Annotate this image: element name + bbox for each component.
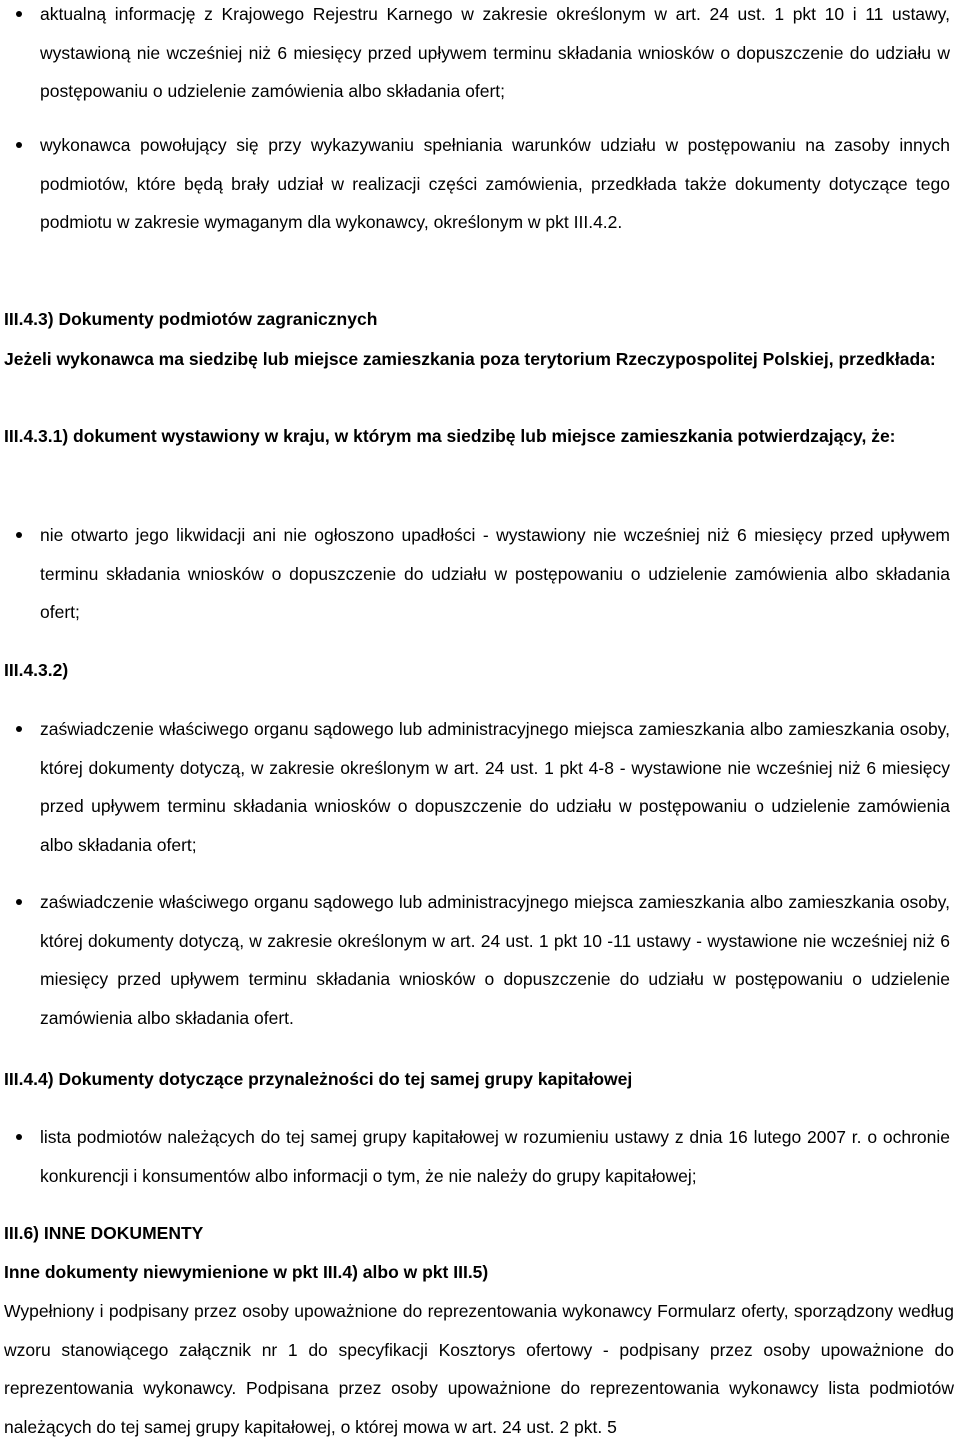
bullet-list-grupa (10, 1118, 950, 1195)
list-item (10, 1118, 950, 1195)
list-item-text: zaświadczenie właściwego organu sądowego lub administracyjnego miejsca zamieszkania albo zamieszkania osoby, której dokumenty dotyczą, w zakresie określonym w art. 24 ust. 1 pkt 10 -11 ustawy - wystawione nie wcześniej niż 6 miesięcy przed upływem terminu składania wniosków o dopuszczenie do udziału w postępowaniu o udzielenie zamówienia albo składania ofert. (40, 892, 950, 1028)
paragraph-inne-dokumenty: Wypełniony i podpisany przez osoby upoważnione do reprezentowania wykonawcy Formularz oferty, sporządzony według wzoru stanowiącego załącznik nr 1 do specyfikacji Kosztorys ofertowy - podpisany przez osoby upoważnione do reprezentowania wykonawcy. Podpisana przez osoby upoważnione do reprezentowania wykonawcy lista podmiotów należących do tej samej grupy kapitałowej, o której mowa w art. 24 ust. 2 pkt. 5 (4, 1301, 954, 1437)
bullet-icon (16, 11, 22, 17)
section-heading: III.4.3) Dokumenty podmiotów zagranicznych (4, 309, 378, 329)
list-item-text: lista podmiotów należących do tej samej grupy kapitałowej w rozumieniu ustawy z dnia 16 lutego 2007 r. o ochronie konkurencji i konsumentów albo informacji o tym, że nie należy do grupy kapitałowej; (40, 1127, 950, 1186)
list-item-text: nie otwarto jego likwidacji ani nie ogłoszono upadłości - wystawiony nie wcześniej niż 6 miesięcy przed upływem terminu składania wniosków o dopuszczenie do udziału w postępowaniu o udzielenie zamówienia albo składania ofert; (40, 525, 950, 622)
list-item-text: aktualną informację z Krajowego Rejestru Karnego w zakresie określonym w art. 24 ust. 1 pkt 10 i 11 ustawy, wystawioną nie wcześniej niż 6 miesięcy przed upływem terminu składania wniosków o dopuszczenie do udziału w postępowaniu o udzielenie zamówienia albo składania ofert; (40, 4, 950, 101)
bullet-list-zaswiadczenie-2 (10, 883, 950, 1037)
section-subheading: Jeżeli wykonawca ma siedzibę lub miejsce zamieszkania poza terytorium Rzeczypospolitej Polskiej, przedkłada: (4, 349, 936, 369)
list-item (10, 516, 950, 632)
bullet-list-zaswiadczenie-1 (10, 710, 950, 864)
bullet-icon (16, 899, 22, 905)
bullet-icon (16, 1134, 22, 1140)
bullet-list-zasoby (10, 126, 950, 242)
bullet-list-krk (10, 0, 950, 111)
list-item (10, 126, 950, 242)
list-item (10, 883, 950, 1037)
list-item-text: zaświadczenie właściwego organu sądowego lub administracyjnego miejsca zamieszkania albo zamieszkania osoby, której dokumenty dotyczą, w zakresie określonym w art. 24 ust. 1 pkt 4-8 - wystawione nie wcześniej niż 6 miesięcy przed upływem terminu składania wniosków o dopuszczenie do udziału w postępowaniu o udzielenie zamówienia albo składania ofert; (40, 719, 950, 855)
bullet-list-likwidacja (10, 516, 950, 632)
bullet-icon (16, 532, 22, 538)
list-item-text: wykonawca powołujący się przy wykazywaniu spełniania warunków udziału w postępowaniu na zasoby innych podmiotów, które będą brały udział w realizacji części zamówienia, przedkłada także dokumenty dotyczące tego podmiotu w zakresie wymaganym dla wykonawcy, określonym w pkt III.4.2. (40, 135, 950, 232)
list-item (10, 710, 950, 864)
bullet-icon (16, 726, 22, 732)
section-subheading: III.4.3.2) (4, 660, 69, 680)
section-heading: III.6) INNE DOKUMENTY (4, 1223, 204, 1243)
section-heading: III.4.4) Dokumenty dotyczące przynależności do tej samej grupy kapitałowej (4, 1069, 633, 1089)
list-item (10, 0, 950, 111)
bullet-icon (16, 142, 22, 148)
section-subheading: III.4.3.1) dokument wystawiony w kraju, w którym ma siedzibę lub miejsce zamieszkania potwierdzający, że: (4, 426, 896, 446)
section-subheading: Inne dokumenty niewymienione w pkt III.4) albo w pkt III.5) (4, 1262, 489, 1282)
